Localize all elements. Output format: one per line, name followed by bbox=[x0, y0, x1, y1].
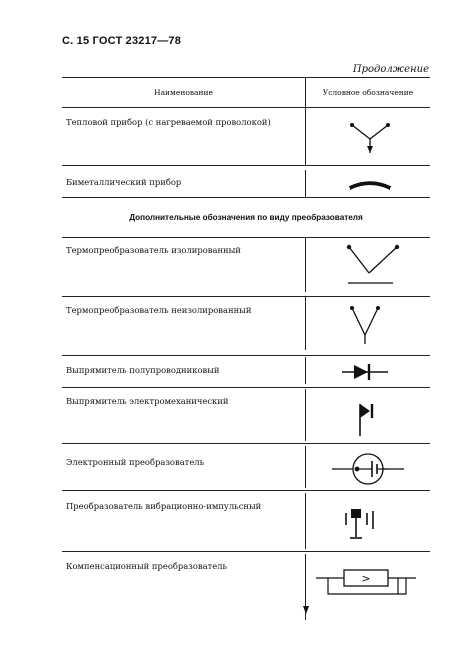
arrow-down-icon bbox=[300, 598, 312, 616]
row-name: Компенсационный преобразователь bbox=[66, 561, 228, 571]
electromechanical-rectifier-icon bbox=[350, 400, 380, 440]
row-name: Выпрямитель полупроводниковый bbox=[66, 365, 220, 375]
column-divider bbox=[305, 357, 306, 384]
column-divider bbox=[305, 237, 306, 292]
column-divider bbox=[305, 446, 306, 488]
uninsulated-thermoconverter-icon bbox=[340, 303, 390, 348]
row-name: Преобразователь вибрационно-импульсный bbox=[66, 501, 262, 511]
section-title: Дополнительные обозначения по виду преобразователя bbox=[129, 213, 363, 222]
row-separator bbox=[62, 165, 430, 166]
row-separator bbox=[62, 355, 430, 356]
row-separator bbox=[62, 443, 430, 444]
table-top-border bbox=[62, 77, 430, 78]
vibration-pulse-converter-icon bbox=[340, 505, 384, 543]
row-separator bbox=[62, 237, 430, 238]
bimetallic-device-icon bbox=[345, 175, 395, 193]
column-header-symbol: Условное обозначение bbox=[322, 88, 414, 97]
row-separator bbox=[62, 551, 430, 552]
column-header-name: Наименование bbox=[154, 88, 213, 97]
row-name: Выпрямитель электромеханический bbox=[66, 396, 229, 406]
row-separator bbox=[62, 197, 430, 198]
column-divider bbox=[305, 493, 306, 549]
row-separator bbox=[62, 387, 430, 388]
row-separator bbox=[62, 490, 430, 491]
row-name: Термопреобразователь неизолированный bbox=[66, 305, 252, 315]
row-name: Тепловой прибор (с нагреваемой проволокой) bbox=[66, 117, 271, 127]
row-name: Электронный преобразователь bbox=[66, 457, 205, 467]
insulated-thermoconverter-icon bbox=[338, 243, 404, 287]
row-separator bbox=[62, 296, 430, 297]
column-divider bbox=[305, 389, 306, 441]
heated-wire-device-icon bbox=[340, 115, 400, 160]
row-name: Термопреобразователь изолированный bbox=[66, 245, 241, 255]
semiconductor-rectifier-icon bbox=[340, 362, 390, 382]
column-divider bbox=[305, 107, 306, 165]
comparator-symbol: > bbox=[361, 572, 371, 585]
electronic-converter-icon bbox=[330, 452, 406, 486]
header-bottom-border bbox=[62, 107, 430, 108]
column-divider bbox=[305, 170, 306, 197]
compensation-converter-icon bbox=[314, 566, 418, 598]
continuation-label: Продолжение bbox=[352, 64, 429, 75]
column-divider bbox=[305, 296, 306, 350]
row-name: Биметаллический прибор bbox=[66, 177, 182, 187]
page-header: С. 15 ГОСТ 23217—78 bbox=[62, 35, 182, 47]
